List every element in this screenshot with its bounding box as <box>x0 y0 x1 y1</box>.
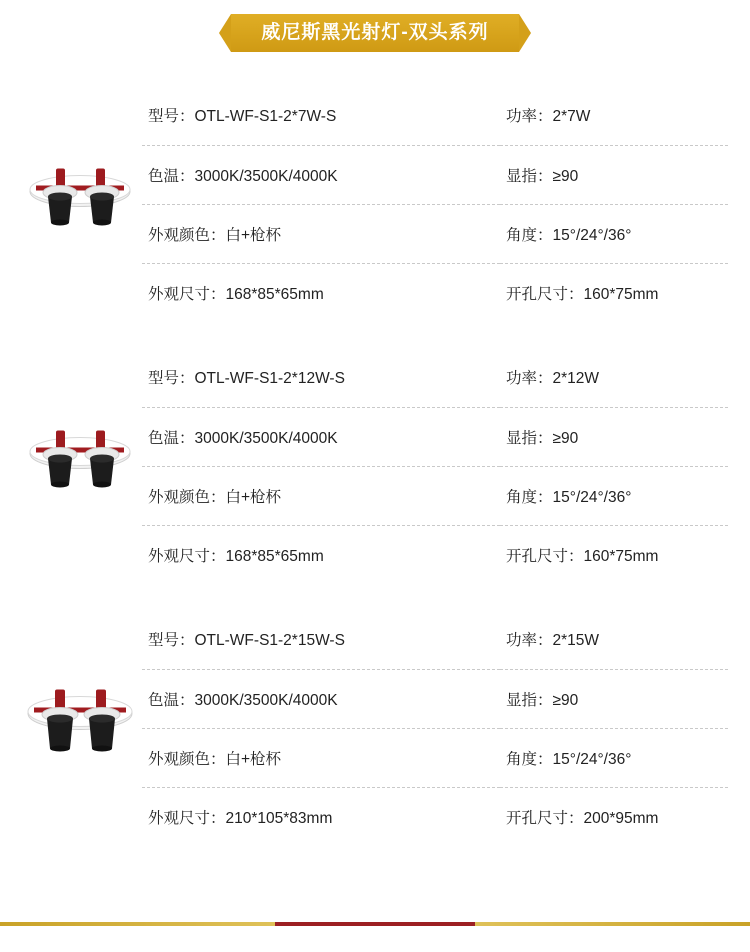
spec-color-temp: 色温：3000K/3500K/4000K <box>142 145 500 204</box>
spec-table <box>142 348 728 584</box>
product-block <box>0 86 750 322</box>
spec-power: 功率：2*7W <box>500 86 728 145</box>
spec-cutout: 开孔尺寸：160*75mm <box>506 547 659 565</box>
table-row <box>142 466 728 525</box>
spec-table <box>142 86 728 322</box>
table-row <box>142 610 728 669</box>
spec-cutout: 开孔尺寸：160*75mm <box>506 285 659 303</box>
table-row <box>142 787 728 846</box>
page-title: 威尼斯黑光射灯-双头系列 <box>231 14 518 52</box>
spec-appearance-color: 外观颜色：白+枪杯 <box>142 466 500 525</box>
spec-cri: 显指：≥90 <box>500 145 728 204</box>
spec-power: 功率：2*15W <box>500 610 728 669</box>
title-section <box>0 0 750 52</box>
spec-power: 功率：2*12W <box>500 348 728 407</box>
spec-color-temp: 色温：3000K/3500K/4000K <box>142 669 500 728</box>
table-row <box>142 669 728 728</box>
spec-dimensions: 外观尺寸：168*85*65mm <box>148 547 324 565</box>
spec-beam-angle: 角度：15°/24°/36° <box>500 728 728 787</box>
spec-cri: 显指：≥90 <box>500 669 728 728</box>
product-block <box>0 348 750 584</box>
table-row <box>142 407 728 466</box>
spec-table <box>142 610 728 846</box>
table-row <box>142 348 728 407</box>
spec-cri: 显指：≥90 <box>500 407 728 466</box>
spec-model: 型号：OTL-WF-S1-2*7W-S <box>142 86 500 145</box>
double-head-spotlight-12w-image <box>22 419 142 514</box>
spec-model: 型号：OTL-WF-S1-2*15W-S <box>142 610 500 669</box>
spec-appearance-color: 外观颜色：白+枪杯 <box>142 204 500 263</box>
footer-decoration <box>0 922 750 952</box>
table-row <box>142 728 728 787</box>
spec-dimensions: 外观尺寸：168*85*65mm <box>148 285 324 303</box>
product-list <box>0 86 750 846</box>
spec-dimensions: 外观尺寸：210*105*83mm <box>148 809 333 827</box>
spec-beam-angle: 角度：15°/24°/36° <box>500 466 728 525</box>
table-row <box>142 145 728 204</box>
product-block <box>0 610 750 846</box>
table-row <box>142 525 728 584</box>
spec-cutout: 开孔尺寸：200*95mm <box>506 809 659 827</box>
double-head-spotlight-15w-image <box>22 681 142 776</box>
table-row <box>142 263 728 322</box>
spec-appearance-color: 外观颜色：白+枪杯 <box>142 728 500 787</box>
footer-base <box>0 926 750 952</box>
table-row <box>142 204 728 263</box>
spec-color-temp: 色温：3000K/3500K/4000K <box>142 407 500 466</box>
double-head-spotlight-7w-image <box>22 157 142 252</box>
table-row <box>142 86 728 145</box>
spec-beam-angle: 角度：15°/24°/36° <box>500 204 728 263</box>
spec-model: 型号：OTL-WF-S1-2*12W-S <box>142 348 500 407</box>
